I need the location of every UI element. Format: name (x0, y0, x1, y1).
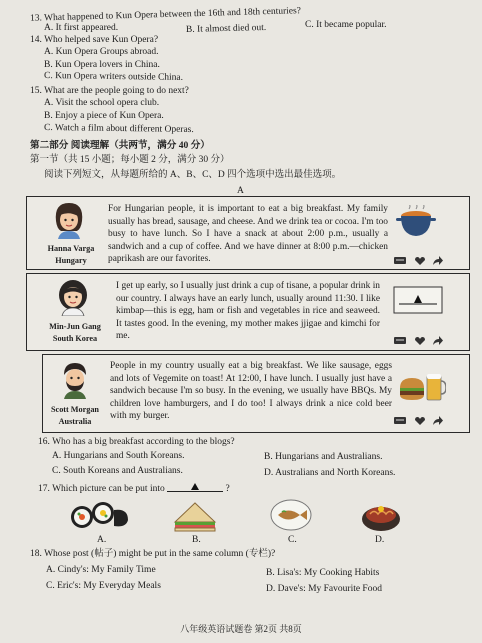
q13-option-b: B. It almost died out. (185, 22, 267, 36)
share-icon[interactable] (432, 336, 444, 346)
blogger-country-hungary: Hungary (55, 256, 87, 265)
burger-and-beer-icon (398, 370, 446, 404)
heart-icon[interactable] (414, 256, 426, 266)
question-14: 14. Who helped save Kun Opera? (30, 35, 159, 45)
q14-option-c: C. Kun Opera writers outside China. (43, 71, 184, 83)
avatar-girl-icon (56, 276, 90, 316)
question-18: 18. Whose post (帖子) might be put in the same column (专栏)? (30, 549, 276, 559)
blogger-country-australia: Australia (58, 417, 92, 426)
q16-option-b: B. Hungarians and Australians. (264, 452, 383, 462)
heart-icon[interactable] (414, 336, 426, 346)
q15-option-b: B. Enjoy a piece of Kun Opera. (44, 111, 164, 121)
blogger-name-scott: Scott Morgan (51, 405, 99, 414)
section-one-title: 第一节（共 15 小题；每小题 2 分，满分 30 分） (30, 155, 230, 165)
q18-option-c: C. Eric's: My Everyday Meals (46, 581, 161, 591)
question-13: 13. What happened to Kun Opera between the 16th and 18th centuries? (29, 6, 302, 24)
noodle-bowl-icon (360, 497, 402, 533)
blog-text-south-korea: I get up early, so I usually just drink a cup of tisane, a popular drink in our country. I always have an early lunch, usually around 11:30. I like kimbap—this is egg, ham or fish and vegetables in rice and seaweed. It tastes good. In the evening, my mother makes jjigae and kimchi for me. (116, 281, 380, 342)
q17-question-end: ? (225, 484, 230, 494)
q17-blank (167, 482, 223, 492)
q15-option-c: C. Watch a film about different Operas. (43, 122, 194, 136)
q17-question-start: 17. Which picture can be put into (38, 484, 165, 494)
blogger-name-min-jun: Min-Jun Gang (49, 322, 101, 331)
blogger-country-south-korea: South Korea (52, 334, 98, 343)
share-icon[interactable] (432, 256, 444, 266)
comment-icon[interactable] (393, 336, 407, 346)
q17-label-b: B. (192, 535, 201, 545)
kimbap-rolls-icon (70, 500, 130, 532)
part-two-title: 第二部分 阅读理解（共两节，满分 40 分） (30, 140, 210, 151)
reading-instruction: 阅读下列短文，从每题所给的 A、B、C、D 四个选项中选出最佳选项。 (44, 170, 342, 180)
q14-option-b: B. Kun Opera lovers in China. (44, 60, 160, 70)
share-icon[interactable] (432, 416, 444, 426)
blog-text-hungary: For Hungarian people, it is important to eat a big breakfast. My family usually has bread, sausage, and cheese. And we drink tea or cocoa. I'm too busy to have lunch. So I have a snack at about 2:00 p.m., usually a sandwich and a cup of coffee. And we have dinner at 8:00 p.m.—chicken paprikash are our favorites. (108, 204, 388, 265)
q15-option-a: A. Visit the school opera club. (44, 98, 160, 108)
q18-option-b: B. Lisa's: My Cooking Habits (266, 568, 380, 578)
q16-option-c: C. South Koreans and Australians. (52, 466, 183, 476)
blank-picture-frame (393, 286, 443, 314)
q17-label-d: D. (375, 535, 385, 545)
question-15: 15. What are the people going to do next? (30, 86, 189, 96)
question-16: 16. Who has a big breakfast according to the blogs? (38, 437, 235, 447)
q14-option-a: A. Kun Opera Groups abroad. (44, 47, 159, 57)
blogger-name-hanna: Hanna Varga (47, 244, 95, 253)
avatar-man-icon (58, 359, 92, 399)
q16-option-a: A. Hungarians and South Koreans. (52, 451, 185, 461)
q13-option-c: C. It became popular. (305, 20, 387, 30)
q16-option-d: D. Australians and North Koreans. (264, 468, 396, 478)
sandwich-icon (172, 500, 218, 532)
q17-label-c: C. (288, 535, 297, 545)
q18-option-d: D. Dave's: My Favourite Food (266, 584, 382, 594)
page-footer: 八年级英语试题卷 第2页 共8页 (180, 624, 302, 634)
comment-icon[interactable] (393, 256, 407, 266)
q18-option-a: A. Cindy's: My Family Time (46, 565, 156, 575)
avatar-woman-icon (52, 199, 86, 239)
heart-icon[interactable] (414, 416, 426, 426)
q17-label-a: A. (97, 535, 107, 545)
fish-dish-icon (270, 498, 312, 532)
stew-pot-icon (395, 205, 437, 241)
question-17 (38, 482, 230, 495)
comment-icon[interactable] (393, 416, 407, 426)
q13-option-a: A. It first appeared. (44, 23, 119, 33)
blog-text-australia: People in my country usually eat a big breakfast. We like sausage, eggs and lots of Vegemite on toast! At 12:00, I have lunch. I usually just have a sandwich because I'm so busy. In the evening, we usually have BBQs. My children love hamburgers, and I do too! I always drink a nice cold beer with my burger. (110, 361, 392, 422)
passage-letter: A (237, 186, 244, 196)
